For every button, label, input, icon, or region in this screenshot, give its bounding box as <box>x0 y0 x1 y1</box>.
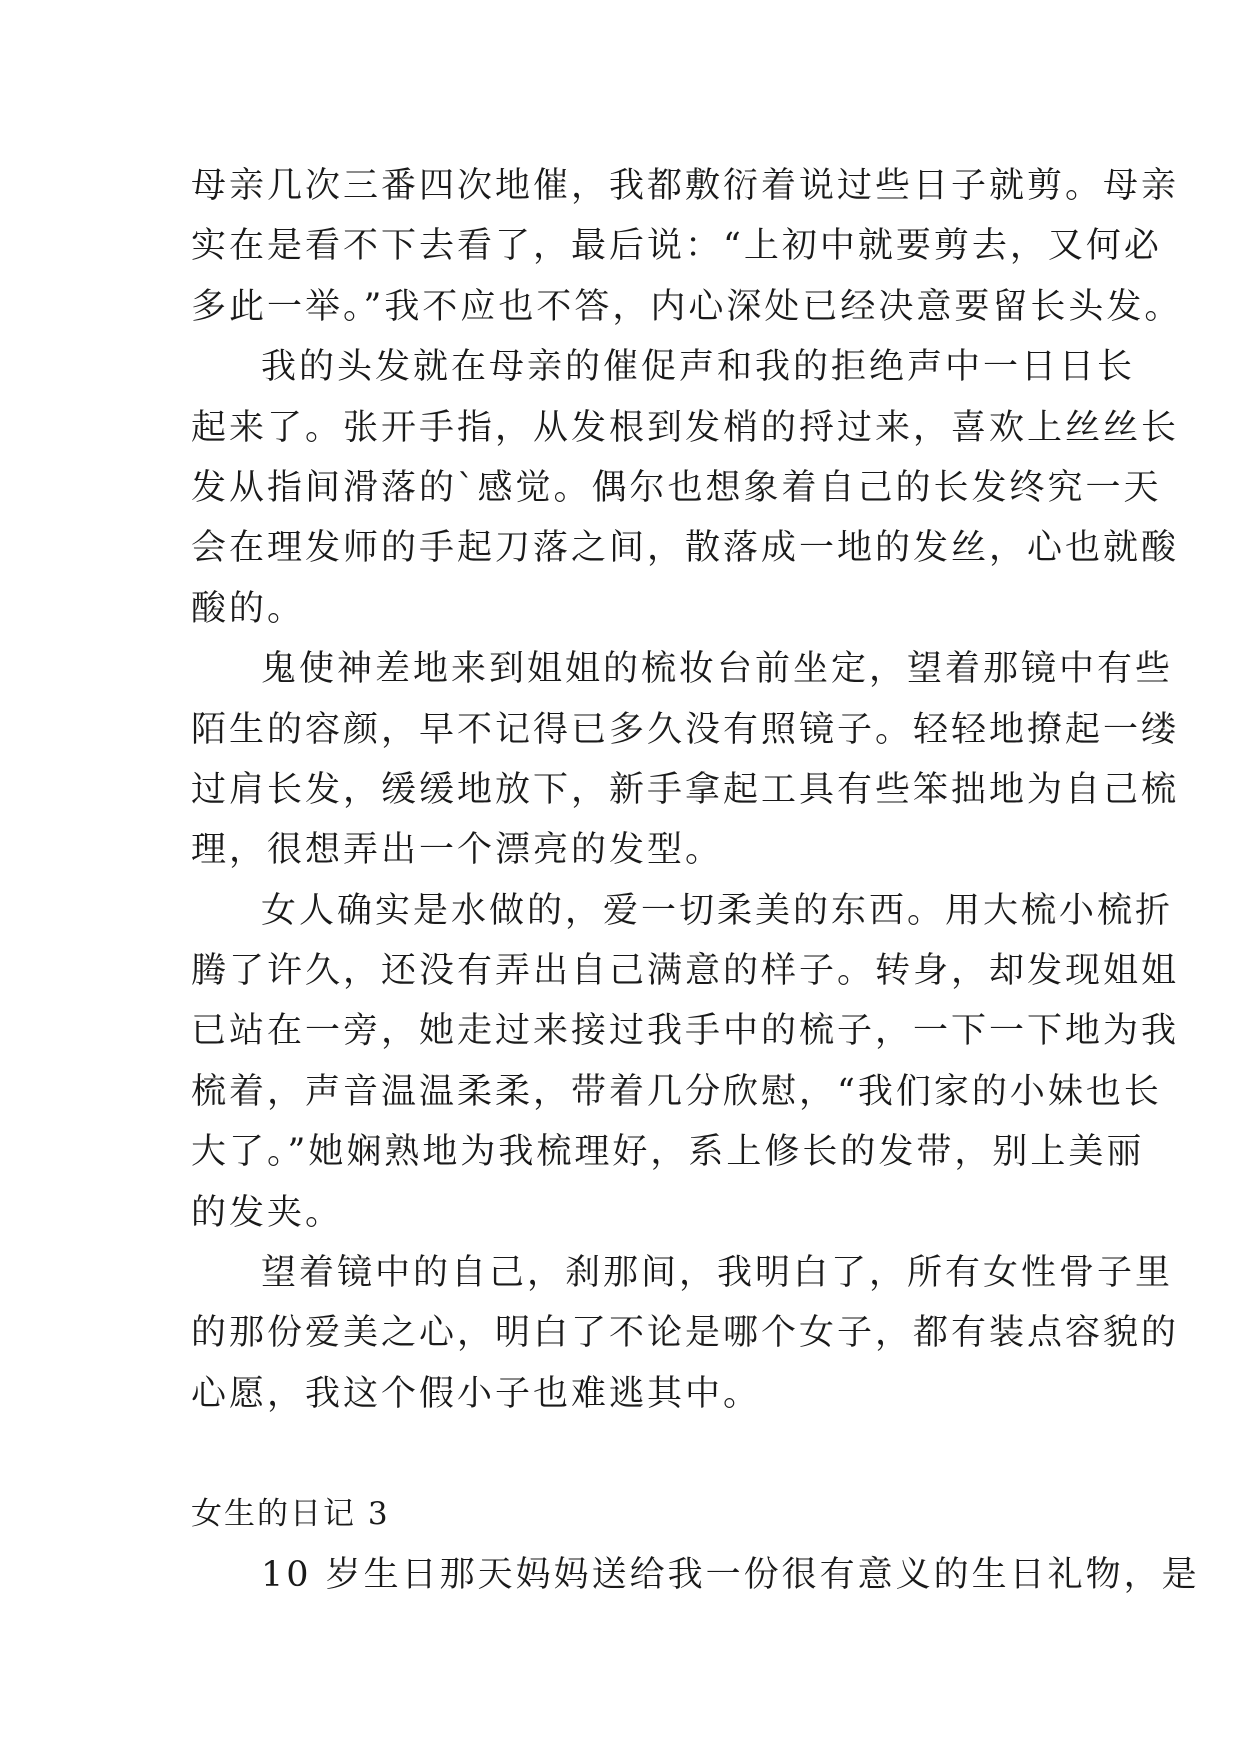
section-heading: 女生的日记 3 <box>191 1496 390 1533</box>
text-line: 起来了。张开手指，从发根到发梢的捋过来，喜欢上丝丝长 <box>191 407 1180 448</box>
text-line: 发从指间滑落的`感觉。偶尔也想象着自己的长发终究一天 <box>191 467 1162 508</box>
text-line: 酸的。 <box>191 588 306 629</box>
text-line: 多此一举。”我不应也不答，内心深处已经决意要留长头发。 <box>191 286 1183 327</box>
text-line: 的那份爱美之心，明白了不论是哪个女子，都有装点容貌的 <box>191 1313 1180 1354</box>
text-line: 梳着，声音温温柔柔，带着几分欣慰，“我们家的小妹也长 <box>191 1071 1162 1112</box>
text-line: 心愿，我这个假小子也难逃其中。 <box>191 1373 762 1414</box>
text-line: 会在理发师的手起刀落之间，散落成一地的发丝，心也就酸 <box>191 528 1180 569</box>
text-line: 已站在一旁，她走过来接过我手中的梳子，一下一下地为我 <box>191 1011 1180 1052</box>
text-line: 过肩长发，缓缓地放下，新手拿起工具有些笨拙地为自己梳 <box>191 769 1180 810</box>
paragraph-start-line: 望着镜中的自己，刹那间，我明白了，所有女性骨子里 <box>261 1253 1174 1294</box>
text-line: 实在是看不下去看了，最后说：“上初中就要剪去，又何必 <box>191 226 1162 267</box>
text-line: 陌生的容颜，早不记得已多久没有照镜子。轻轻地撩起一缕 <box>191 709 1180 750</box>
paragraph-start-line: 女人确实是水做的，爱一切柔美的东西。用大梳小梳折 <box>261 890 1174 931</box>
text-line: 母亲几次三番四次地催，我都敷衍着说过些日子就剪。母亲 <box>191 166 1180 206</box>
text-line: 大了。”她娴熟地为我梳理好，系上修长的发带，别上美丽 <box>191 1132 1145 1173</box>
text-line: 理，很想弄出一个漂亮的发型。 <box>191 830 724 871</box>
paragraph-start-line: 鬼使神差地来到姐姐的梳妆台前坐定，望着那镜中有些 <box>261 649 1174 690</box>
paragraph-start-line: 10 岁生日那天妈妈送给我一份很有意义的生日礼物，是 <box>261 1554 1200 1595</box>
paragraph-start-line: 我的头发就在母亲的催促声和我的拒绝声中一日日长 <box>261 347 1136 388</box>
text-line: 的发夹。 <box>191 1192 344 1233</box>
text-line: 腾了许久，还没有弄出自己满意的样子。转身，却发现姐姐 <box>191 951 1180 992</box>
document-body <box>191 156 1200 1605</box>
